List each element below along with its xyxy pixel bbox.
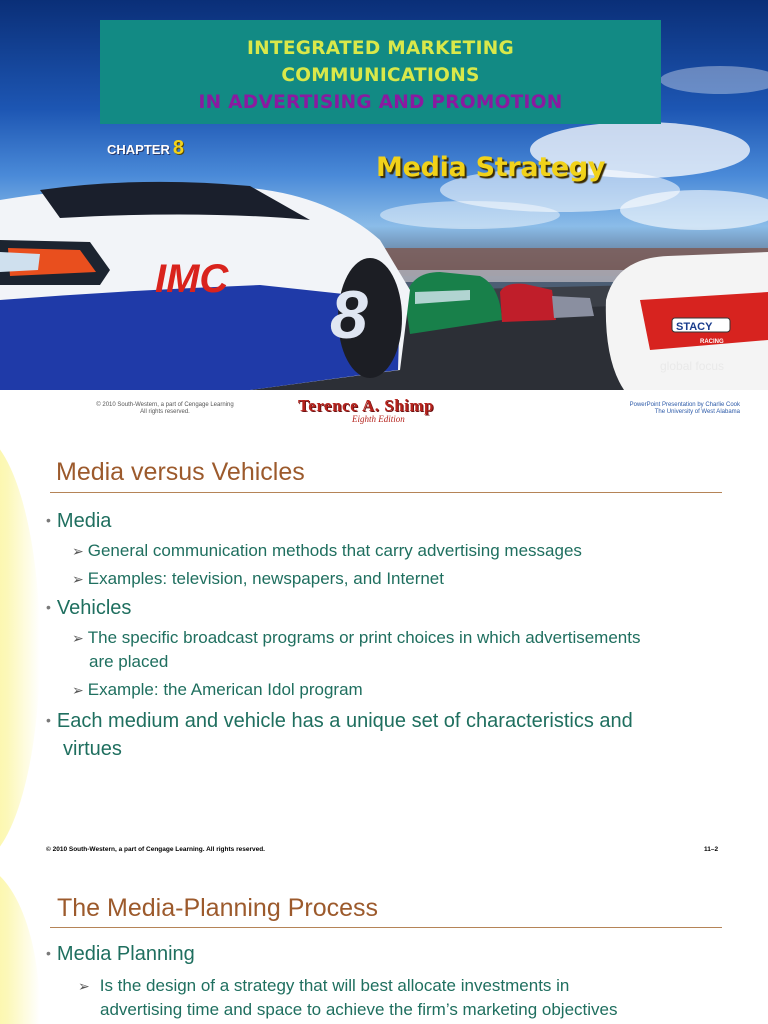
bullet-dot-icon: • — [46, 945, 51, 961]
book-title-box — [100, 20, 661, 124]
sub-bullet-text: Examples: television, newspapers, and Internet — [87, 569, 444, 588]
slide-copyright: © 2010 South-Western, a part of Cengage Learning. All rights reserved. — [46, 846, 265, 853]
slide-media-planning-process — [0, 864, 768, 1024]
sub-bullet-text: Is the design of a strategy that will best allocate investments in — [99, 976, 570, 995]
decorative-side-band — [0, 432, 40, 864]
racing-decal: RACING — [700, 339, 724, 345]
sub-bullet — [78, 974, 618, 1022]
edition-label: Eighth Edition — [352, 414, 405, 424]
bullet-text: Media — [56, 510, 112, 532]
global-focus-decal: global focus — [660, 359, 725, 373]
arrow-bullet-icon: ➢ — [78, 978, 90, 994]
arrow-bullet-icon: ➢ — [72, 682, 84, 698]
chapter-number: 8 — [172, 137, 184, 159]
imc-decal: IMC — [155, 257, 229, 301]
arrow-bullet-icon: ➢ — [72, 571, 84, 587]
stacy-decal: STACY — [676, 321, 713, 333]
presenter-line-2: The University of West Alabama — [654, 409, 740, 415]
bullet-text-continued: virtues — [63, 738, 122, 760]
arrow-bullet-icon: ➢ — [72, 543, 84, 559]
sub-bullet-text: Example: the American Idol program — [87, 680, 363, 699]
presenter-line-1: PowerPoint Presentation by Charlie Cook — [629, 402, 740, 408]
bullet-dot-icon: • — [46, 599, 51, 615]
sub-bullet — [72, 626, 640, 674]
bullet-vehicles — [46, 597, 131, 620]
sub-bullet — [72, 678, 363, 702]
bullet-dot-icon: • — [46, 512, 51, 528]
chapter-label — [107, 137, 184, 160]
title-divider — [50, 927, 722, 928]
bullet-text: Vehicles — [56, 597, 132, 619]
book-title-line-2: COMMUNICATIONS — [281, 65, 480, 86]
bullet-text: Media Planning — [56, 943, 195, 965]
arrow-bullet-icon: ➢ — [72, 630, 84, 646]
sub-bullet-text-continued: are placed — [89, 652, 169, 671]
slide-title: The Media-Planning Process — [57, 894, 378, 922]
slide-media-vs-vehicles — [0, 432, 768, 864]
slide-page-number: 11–2 — [704, 846, 719, 853]
book-title-line-1: INTEGRATED MARKETING — [246, 38, 515, 59]
bullet-text: Each medium and vehicle has a unique set of characteristics and — [56, 710, 633, 732]
sub-bullet-text-continued: advertising time and space to achieve the firm’s marketing objectives — [100, 1000, 618, 1019]
slide-title: Media versus Vehicles — [56, 458, 305, 486]
bullet-media — [46, 510, 111, 533]
publisher-line-1: © 2010 South-Western, a part of Cengage Learning — [96, 402, 234, 408]
chapter-word: CHAPTER — [107, 142, 170, 157]
book-title-line-3: IN ADVERTISING AND PROMOTION — [198, 92, 563, 113]
publisher-line-2: All rights reserved. — [140, 409, 190, 415]
decorative-side-band — [0, 864, 40, 1024]
sub-bullet-text: The specific broadcast programs or print choices in which advertisements — [87, 628, 641, 647]
bullet-media-planning — [46, 943, 195, 966]
sub-bullet — [72, 539, 582, 563]
presenter-credit — [580, 402, 740, 416]
publisher-copyright — [70, 402, 260, 416]
bullet-characteristics — [46, 708, 633, 763]
title-slide — [0, 0, 768, 432]
sub-bullet — [72, 567, 444, 591]
chapter-subject: Media Strategy — [376, 152, 606, 183]
car-number-decal: 8 — [330, 277, 368, 353]
author-name: Terence A. Shimp — [298, 396, 434, 415]
bullet-dot-icon: • — [46, 712, 51, 728]
sub-bullet-text: General communication methods that carry advertising messages — [87, 541, 582, 560]
title-divider — [50, 492, 722, 493]
